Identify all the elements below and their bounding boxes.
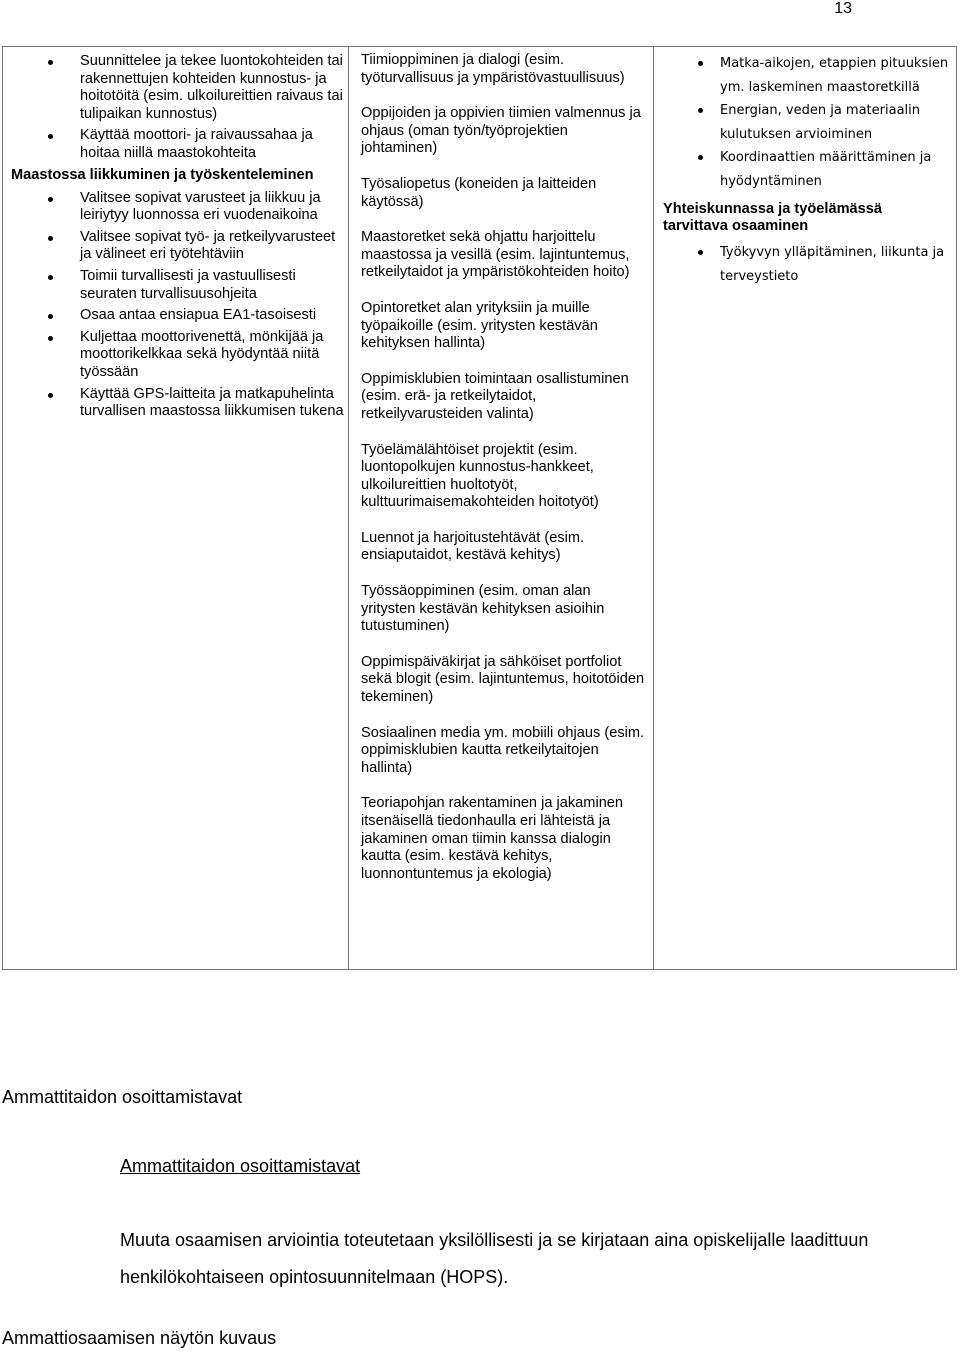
column-divider [653, 47, 654, 969]
column-divider [348, 47, 349, 969]
section-heading: Ammattitaidon osoittamistavat [2, 1087, 243, 1107]
methods-column [353, 47, 653, 901]
method-paragraph: Luennot ja harjoitustehtävät (esim. ensiaputaidot, kestävä kehitys) [361, 529, 585, 564]
core-skills-list-bottom [663, 241, 949, 288]
content-table [2, 46, 957, 970]
list-item: Osaa antaa ensiapua EA1-tasoisesti [11, 307, 344, 325]
section-heading: Yhteiskunnassa ja työelämässä tarvittava osaaminen [663, 201, 883, 234]
skills-column [3, 47, 348, 425]
method-paragraph: Tiimioppiminen ja dialogi (esim. työturvallisuus ja ympäristövastuullisuus) [361, 52, 625, 86]
list-item: Matka-aikojen, etappien pituuksien ym. laskeminen maastoretkillä [663, 52, 949, 99]
list-item: Koordinaattien määrittäminen ja hyödyntäminen [663, 146, 949, 193]
core-skills-column [655, 47, 955, 288]
method-paragraph: Oppimispäiväkirjat ja sähköiset portfoliot sekä blogit (esim. lajintuntemus, hoitotöiden tekeminen) [361, 653, 645, 706]
body-paragraph: Muuta osaamisen arviointia toteutetaan yksilöllisesti ja se kirjataan aina opiskelijalle laadittuun henkilökohtaiseen opintosuunnitelmaan (HOPS). [120, 1230, 869, 1287]
skills-list-top [11, 53, 344, 163]
method-paragraph: Opintoretket alan yrityksiin ja muille työpaikoille (esim. yritysten kestävän kehityksen hallinta) [361, 299, 598, 352]
method-paragraph: Sosiaalinen media ym. mobiili ohjaus (esim. oppimisklubien kautta retkeilytaitojen hallinta) [361, 724, 645, 776]
method-paragraph: Työssäoppiminen (esim. oman alan yritysten kestävän kehityksen asioihin tutustuminen) [361, 583, 605, 635]
list-item: Kuljettaa moottorivenettä, mönkijää ja moottorikelkkaa sekä hyödyntää niitä työssään [11, 329, 344, 382]
list-item: Valitsee sopivat varusteet ja liikkuu ja leiriytyy luonnossa eri vuodenaikoina [11, 190, 344, 225]
page-number: 13 [834, 0, 852, 17]
method-paragraph: Maastoretket sekä ohjattu harjoittelu maastossa ja vesillä (esim. lajintuntemus, retkeilytaidot ja ympäristökohteiden hoito) [361, 229, 630, 281]
skills-list-bottom [11, 190, 344, 421]
method-paragraph: Työsaliopetus (koneiden ja laitteiden käytössä) [361, 175, 597, 210]
section-subheading: Ammattitaidon osoittamistavat [120, 1156, 361, 1176]
list-item: Suunnittelee ja tekee luontokohteiden tai rakennettujen kohteiden kunnostus- ja hoitotöitä (esim. ulkoilureittien raivaus tai tulipaikan kunnostus) [11, 53, 344, 123]
list-item: Työkyvyn ylläpitäminen, liikunta ja terveystieto [663, 241, 949, 288]
method-paragraph: Teoriapohjan rakentaminen ja jakaminen itsenäisellä tiedonhaulla eri lähteistä ja jakaminen oman tiimin kanssa dialogin kautta (esim. kestävä kehitys, luonnontuntemus ja ekologia) [361, 795, 624, 882]
method-paragraph: Työelämälähtöiset projektit (esim. luontopolkujen kunnostus-hankkeet, ulkoilureittien huoltotyöt, kulttuurimaisemakohteiden hoitotyöt) [361, 441, 599, 511]
list-item: Toimii turvallisesti ja vastuullisesti seuraten turvallisuusohjeita [11, 268, 344, 303]
list-item: Käyttää GPS-laitteita ja matkapuhelinta turvallisen maastossa liikkumisen tukena [11, 386, 344, 421]
method-paragraph: Oppijoiden ja oppivien tiimien valmennus ja ohjaus (oman työn/työprojektien johtaminen) [361, 105, 641, 157]
list-item: Käyttää moottori- ja raivaussahaa ja hoitaa niillä maastokohteita [11, 127, 344, 162]
section-heading: Ammattiosaamisen näytön kuvaus [2, 1328, 277, 1348]
method-paragraph: Oppimisklubien toimintaan osallistuminen (esim. erä- ja retkeilytaidot, retkeilyvarusteiden valinta) [361, 370, 629, 422]
core-skills-list-top [663, 52, 949, 193]
list-item: Energian, veden ja materiaalin kulutuksen arvioiminen [663, 99, 949, 146]
section-heading: Maastossa liikkuminen ja työskenteleminen [11, 166, 314, 183]
list-item: Valitsee sopivat työ- ja retkeilyvarusteet ja välineet eri työtehtäviin [11, 229, 344, 264]
